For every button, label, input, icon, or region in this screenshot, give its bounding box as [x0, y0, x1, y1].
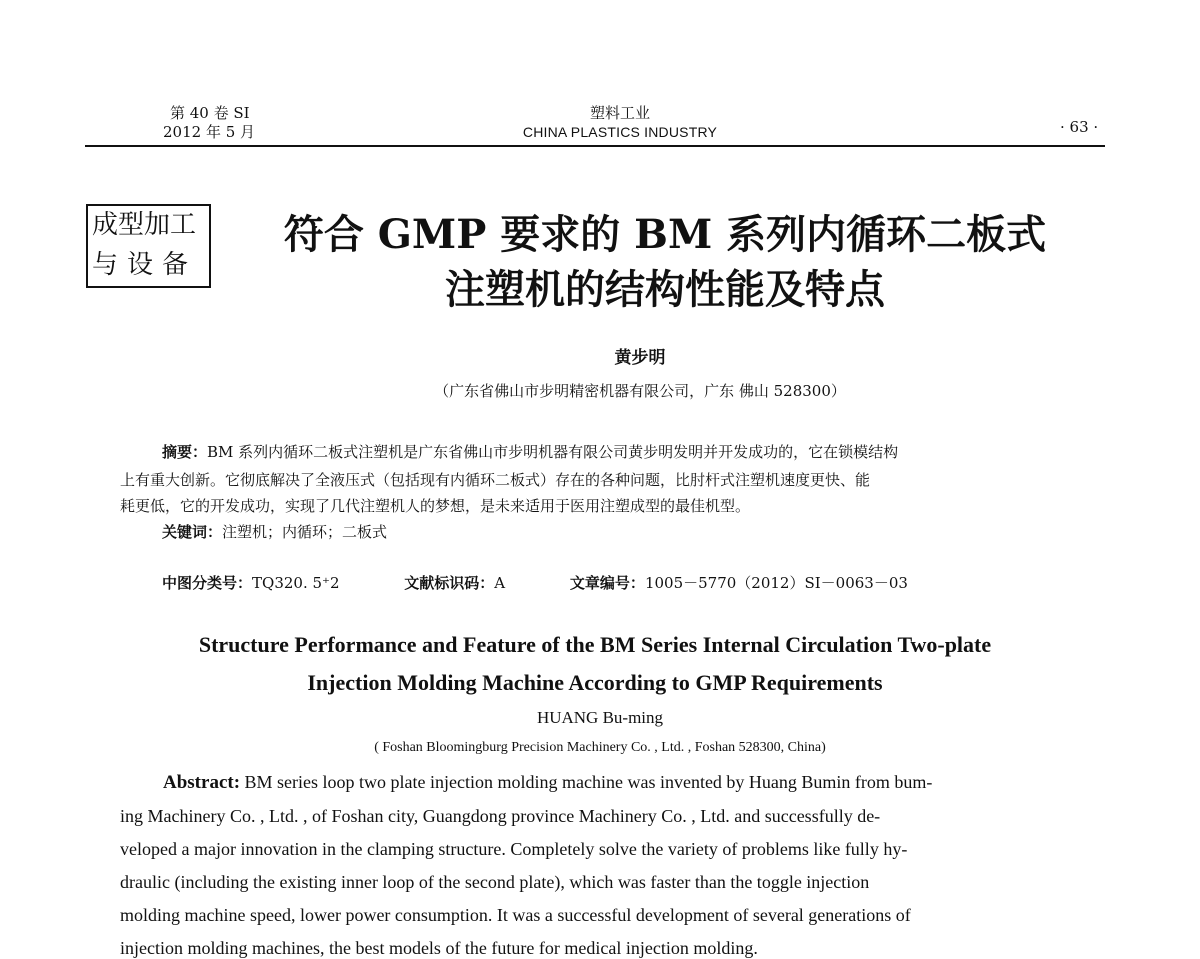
keywords-line — [162, 522, 1122, 542]
abstract-en-line-5: molding machine speed, lower power consumption. It was a successful development of several generations of — [120, 905, 911, 925]
article-no-value: 1005－5770（2012）SI－0063－03 — [644, 574, 908, 592]
abstract-en-text-1: BM series loop two plate injection molding machine was invented by Huang Bumin from bum- — [244, 772, 933, 792]
category-line-1: 成型加工 — [92, 210, 197, 240]
classification-line — [162, 572, 968, 593]
abstract-en-line-4: draulic (including the existing inner loop of the second plate), which was faster than the toggle injection — [120, 872, 870, 892]
abstract-cn-line-1 — [162, 442, 1122, 462]
abstract-en-label: Abstract: — [163, 772, 241, 793]
journal-date: 2012 年 5 月 — [163, 123, 256, 141]
header-rule — [85, 145, 1105, 147]
article-no-label: 文章编号： — [569, 574, 645, 592]
clc-label: 中图分类号： — [162, 574, 253, 592]
doc-code-value: A — [494, 574, 506, 592]
abstract-en-line-6: injection molding machines, the best models of the future for medical injection molding. — [120, 938, 758, 958]
title-cn-line-2: 注塑机的结构性能及特点 — [445, 266, 885, 313]
title-en-line-2: Injection Molding Machine According to GMP Requirements — [307, 670, 883, 695]
keywords-label: 关键词： — [162, 523, 223, 541]
affiliation-cn: （广东省佛山市步明精密机器有限公司，广东 佛山 528300） — [434, 382, 846, 400]
abstract-en-line-3: veloped a major innovation in the clamping structure. Completely solve the variety of problems like fully hy- — [120, 839, 908, 859]
title-cn-line-1: 符合 GMP 要求的 BM 系列内循环二板式 — [283, 211, 1047, 258]
author-en: HUANG Bu-ming — [536, 708, 664, 727]
abstract-cn-line-3: 耗更低，它的开发成功，实现了几代注塑机人的梦想，是未来适用于医用注塑成型的最佳机型。 — [120, 497, 751, 515]
keywords-text: 注塑机；内循环；二板式 — [222, 523, 388, 541]
journal-volume: 第 40 卷 SI — [170, 104, 250, 122]
abstract-cn-line-2: 上有重大创新。它彻底解决了全液压式（包括现有内循环二板式）存在的各种问题，比肘杆式注塑机速度更快、能 — [120, 471, 871, 489]
title-en-line-1: Structure Performance and Feature of the BM Series Internal Circulation Two-plate — [198, 632, 992, 657]
abstract-cn-text-1: BM 系列内循环二板式注塑机是广东省佛山市步明机器有限公司黄步明发明并开发成功的，它在锁模结构 — [207, 443, 899, 461]
affiliation-en: ( Foshan Bloomingburg Precision Machinery Co. , Ltd. , Foshan 528300, China) — [374, 740, 826, 755]
journal-name-cn: 塑料工业 — [589, 104, 650, 122]
journal-name-en: CHINA PLASTICS INDUSTRY — [522, 124, 718, 140]
page-number: · 63 · — [1060, 118, 1099, 136]
clc-value: TQ320. 5⁺2 — [252, 574, 340, 592]
author-cn: 黄步明 — [614, 348, 666, 368]
abstract-en-line-1 — [163, 771, 1123, 794]
abstract-en-line-2: ing Machinery Co. , Ltd. , of Foshan city, Guangdong province Machinery Co. , Ltd. and successfully de- — [120, 806, 881, 826]
doc-code-label: 文献标识码： — [404, 574, 495, 592]
abstract-cn-label: 摘要： — [162, 443, 208, 461]
category-line-2: 与设备 — [92, 250, 198, 280]
